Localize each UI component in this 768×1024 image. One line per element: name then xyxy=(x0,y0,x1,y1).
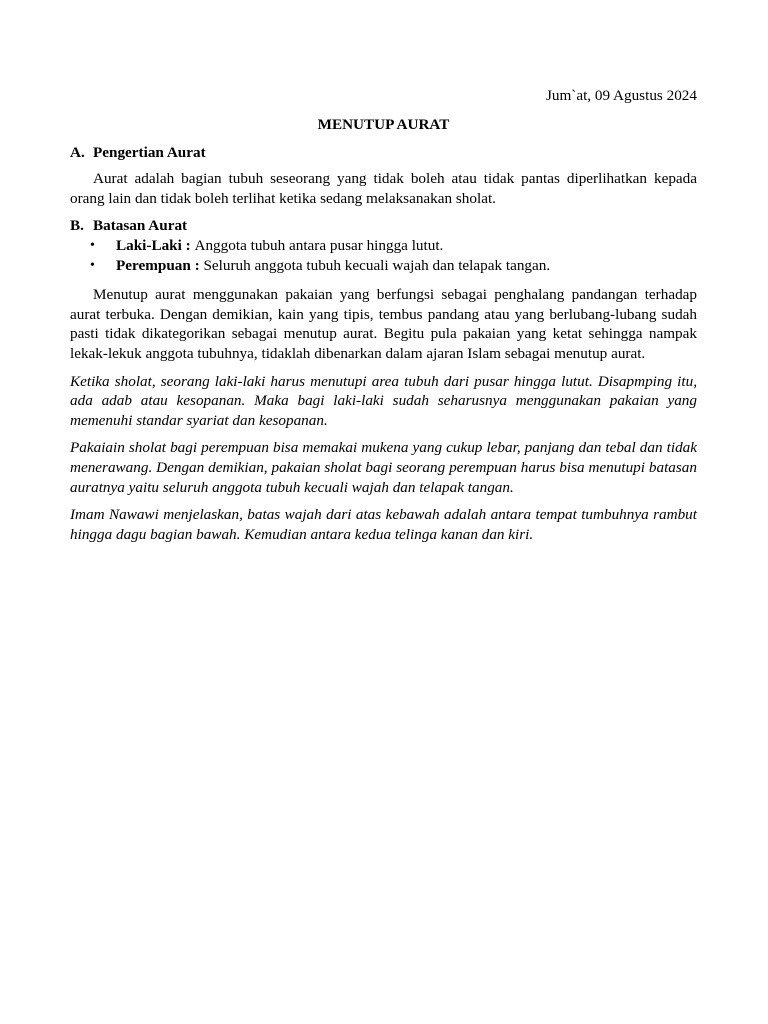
italic-paragraph: Pakaiain sholat bagi perempuan bisa memakai mukena yang cukup lebar, panjang dan tebal dan tidak menerawang. Dengan demikian, pakaian sholat bagi seorang perempuan harus bisa menutupi batasan auratnya yaitu seluruh anggota tubuh kecuali wajah dan telapak tangan. xyxy=(70,439,697,496)
list-item xyxy=(90,236,697,256)
document-page xyxy=(70,86,697,544)
section-b-title: Batasan Aurat xyxy=(93,217,188,235)
section-a-paragraph: Aurat adalah bagian tubuh seseorang yang tidak boleh atau tidak pantas diperlihatkan kepada orang lain dan tidak boleh terlihat ketika sedang melaksanakan sholat. xyxy=(70,170,697,207)
section-a-title: Pengertian Aurat xyxy=(93,144,206,161)
bullet-icon: • xyxy=(90,258,95,274)
section-a-letter: A. xyxy=(70,144,85,161)
italic-paragraph: Imam Nawawi menjelaskan, batas wajah dari atas kebawah adalah antara tempat tumbuhnya rambut hingga dagu bagian bawah. Kemudian antara kedua telinga kanan dan kiri. xyxy=(70,506,697,543)
list-item xyxy=(90,256,697,276)
section-b-heading xyxy=(70,216,697,236)
document-title: MENUTUP AURAT xyxy=(317,116,450,133)
document-date: Jum`at, 09 Agustus 2024 xyxy=(545,87,697,104)
italic-paragraph: Ketika sholat, seorang laki-laki harus menutupi area tubuh dari pusar hingga lutut. Disapmping itu, ada adab atau kesopanan. Maka bagi laki-laki sudah seharusnya menggunakan pakaian yang memenuhi standar syariat dan kesopanan. xyxy=(70,372,697,429)
list-item-text: Seluruh anggota tubuh kecuali wajah dan telapak tangan. xyxy=(203,257,551,275)
aurat-limits-list xyxy=(70,236,697,276)
list-item-text: Anggota tubuh antara pusar hingga lutut. xyxy=(194,237,444,255)
list-item-term: Perempuan : xyxy=(116,257,204,275)
section-a-heading xyxy=(70,143,697,163)
section-b-letter: B. xyxy=(70,217,84,235)
list-item-term: Laki-Laki : xyxy=(116,237,195,255)
bullet-icon: • xyxy=(90,238,95,254)
section-b-paragraph: Menutup aurat menggunakan pakaian yang berfungsi sebagai penghalang pandangan terhadap aurat terbuka. Dengan demikian, kain yang tipis, tembus pandang atau yang berlubang-lubang sudah pasti tidak dikategorikan sebagai menutup aurat. Begitu pula pakaian yang ketat sehingga nampak lekak-lekuk anggota tubuhnya, tidaklah dibenarkan dalam ajaran Islam sebagai menutup aurat. xyxy=(70,286,697,362)
